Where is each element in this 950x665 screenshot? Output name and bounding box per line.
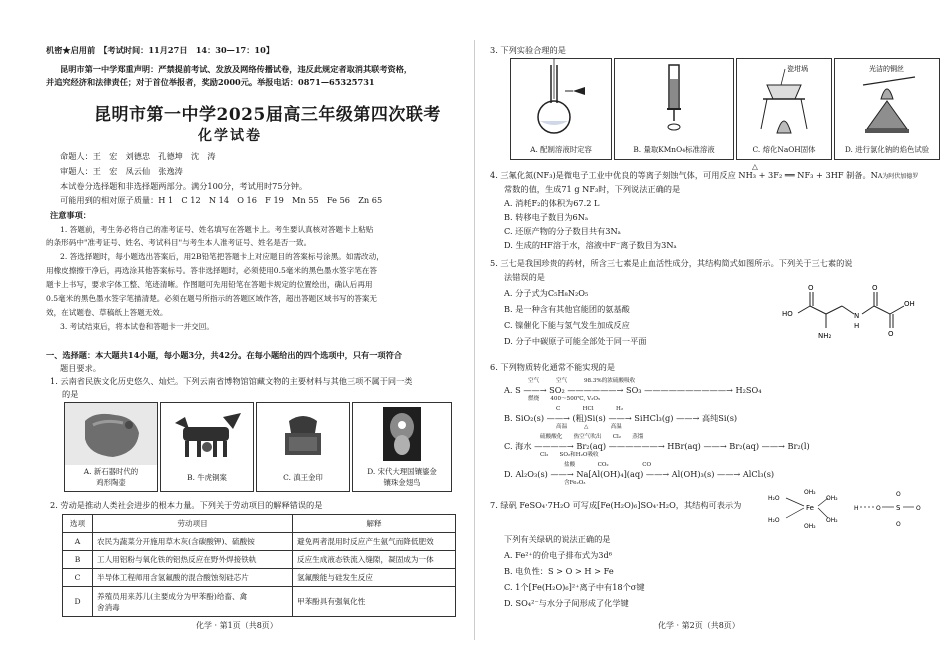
q7-structure-diagram [766,486,936,530]
table-cell-text: 养殖员用来苏儿(主要成分为甲苯酚)给畜、禽 [97,591,248,601]
q6-option-a-top: 空气 空气 98.3%的浓硫酸吸收 [528,378,636,384]
q6-option-b-text: B. SiO₂(s) ——→ (粗)Si(s) ——→ SiHCl₃(g) ——→ 高纯Si(s) [504,413,738,423]
q3-option-d-box [834,58,940,160]
q6-option-c-top: 硫酸酸化 热空气吹出 Cl₂ 蒸馏 [540,434,644,440]
page-1 [0,0,472,665]
struct-nh2: NH₂ [818,332,832,340]
question-4-subscript: A为阿伏加德罗 [877,173,919,180]
table-header-row [63,515,456,533]
table-header-cell: 选项 [63,515,93,533]
struct-o1: O [808,284,814,292]
section-1-title-cont: 题目要求。 [60,363,101,373]
copper-wire-label: 光洁的铜丝 [869,65,904,73]
q5-option-c: C. 镍催化下能与氢气发生加成反应 [504,320,630,330]
q6-option-b-bottom: 高温 △ 高温 [556,424,622,430]
q1-option-a-line1: A. 新石器时代的 [83,467,139,476]
question-7-cont: 下列有关绿矾的说法正确的是 [504,534,611,544]
q6-option-a-bottom: 燃烧 400～500℃, V₂O₅ [528,396,601,402]
table-cell: D [63,587,93,617]
question-6: 6. 下列物质转化通常不能实现的是 [490,362,616,372]
section-1-title: 一、选择题：本大题共14小题，每小题3分，共42分。在每小题给出的四个选项中，只有一项符合 [46,350,402,360]
q5-option-d: D. 分子中碳原子可能全部处于同一平面 [504,336,647,346]
page-1-footer: 化学 · 第1页（共8页） [196,621,278,630]
q4-reaction-condition: △ [752,162,758,171]
q1-option-c-box [256,402,350,492]
q1-option-c-line1: C. 滇王金印 [283,473,323,482]
confidential-header: 机密★启用前 【考试时间：11月27日 14：30—17：10】 [46,45,275,55]
struct-h2o-2: H₂O [768,517,780,524]
question-7: 7. 绿矾 FeSO₄·7H₂O 可写成[Fe(H₂O)₆]SO₄·H₂O，其结构可表示为 [490,500,742,510]
q4-option-b: B. 转移电子数目为6Nₐ [504,212,589,222]
struct-o3: O [888,330,894,338]
question-4-cont: 常数的值，生成71 g NF₃时，下列说法正确的是 [504,184,681,194]
question-4-text: 4. 三氟化氮(NF₃)是微电子工业中优良的等离子刻蚀气体，可用反应 NH₃ + 3F₂ ══ NF₃ + 3HF 制备。N [490,170,878,180]
struct-o2: O [872,284,878,292]
struct-oh2-2: OH₂ [804,523,816,530]
table-header-cell: 劳动项目 [93,515,293,533]
q7-option-b: B. 电负性：S > O > H > Fe [504,566,614,576]
page-2 [478,0,950,665]
q6-option-d-text: D. Al₂O₃(s) ——→ Na[Al(OH)₄](aq) ——→ Al(OH)₃(s) ——→ AlCl₃(s) [504,469,775,479]
q6-option-d-bottom: 含Fe₂O₃ [564,480,586,486]
table-cell: 反应生成液态铁流入缝隙，凝固成为一体 [293,551,456,569]
q4-option-d: D. 生成的HF溶于水，溶液中F⁻离子数目为3Nₐ [504,240,677,250]
q3-option-a-caption: A. 配制溶液时定容 [530,145,592,154]
table-cell [93,587,293,617]
q6-option-d [504,462,774,487]
q3-option-c-caption: C. 熔化NaOH固体 [752,145,816,154]
q1-option-d-line1: D. 宋代大理国镶鎏金 [367,467,437,476]
table-cell-text-cont: 舍消毒 [97,602,120,612]
struct-oh2-3: OH₂ [826,495,838,502]
q1-option-a-box [64,402,158,492]
struct-oh: OH [904,300,915,308]
clay-pot-image [65,403,157,465]
table-cell: B [63,551,93,569]
note-2a: 2. 答选择题时，每小题选出答案后，用2B铅笔把答题卡上对应题目的答案标号涂黑。如需改动， [60,252,384,261]
table-cell: C [63,569,93,587]
struct-ho: HO [782,310,793,318]
table-row [63,569,456,587]
notes-title: 注意事项： [50,210,91,220]
struct-o-4: O [916,505,921,512]
note-3: 3. 考试结束后，将本试卷和答题卡一并交回。 [60,322,214,331]
note-1a: 1. 答题前，考生务必将自己的准考证号、姓名填写在答题卡上。考生要认真核对答题卡上粘贴 [60,225,374,234]
burette-drawing [615,59,733,139]
q3-option-a-box [510,58,612,160]
question-1: 1. 云南省民族文化历史悠久、灿烂。下列云南省博物馆馆藏文物的主要材料与其他三项不属于同一类 [50,376,413,386]
table-cell: 农民为蔬菜分开施用草木灰(含碳酸钾)、硫酸铵 [93,533,293,551]
exam-title: 昆明市第一中学2025届高三年级第四次联考 [94,105,441,125]
question-1-cont: 的是 [62,389,79,399]
table-cell: 半导体工程师用含氢氟酸的混合酸蚀刻硅芯片 [93,569,293,587]
q6-option-c [504,434,810,459]
q7-option-a: A. Fe²⁺的价电子排布式为3d⁶ [504,550,613,560]
question-5: 5. 三七是我国珍贵的药材，所含三七素是止血活性成分，其结构简式如图所示。下列关于三七素的说 [490,258,853,268]
table-row [63,551,456,569]
struct-h: H [854,322,860,330]
note-2e: 效，在试题卷、草稿纸上答题无效。 [46,308,168,317]
table-row [63,587,456,617]
q1-option-d-box [352,402,452,492]
q6-option-b-top: C HCl H₂ [556,406,624,412]
q4-option-a: A. 消耗F₂的体积为67.2 L [504,198,600,208]
atomic-mass-info: 可能用到的相对原子质量：H 1 C 12 N 14 O 16 F 19 Mn 55 Fe 56 Zn 65 [60,195,383,205]
notice-line-2: 并追究经济和法律责任；对于首位举报者，奖励2000元。举报电话：0871—65325731 [46,77,375,87]
struct-fe: Fe [806,504,814,512]
authors-line: 命题人：王 宏 刘德忠 孔德坤 沈 涛 [60,151,216,161]
q3-option-b-caption: B. 量取KMnO₄标准溶液 [633,145,715,154]
notice-line-1: 昆明市第一中学郑重声明：严禁提前考试、发放及网络传播试卷，违反此规定者取消其联考资格， [60,64,413,74]
struct-o-2: O [896,491,901,498]
table-cell: 避免两者混用时反应产生氨气而降低肥效 [293,533,456,551]
struct-n: N [854,312,860,320]
struct-o-1: O [876,505,881,512]
q1-option-a-line2: 鸡形陶壶 [96,478,126,487]
q6-option-a [504,378,762,403]
page-divider [474,40,475,640]
q7-option-d: D. SO₄²⁻与水分子间形成了化学键 [504,598,629,608]
q3-option-d-caption: D. 进行氯化钠的焰色试验 [844,145,930,154]
q1-option-b-box [160,402,254,492]
bronze-cattle-image [161,403,253,465]
volumetric-flask-drawing [511,59,611,139]
table-cell: 工人用铝粉与氧化铁的铝热反应在野外焊接铁轨 [93,551,293,569]
q6-option-d-top: 盐酸 CO₂ CO [564,462,652,468]
q1-option-d-line2: 镶珠金翅鸟 [383,478,421,487]
q5-option-a: A. 分子式为C₅H₈N₂O₅ [504,288,589,298]
q5-option-b: B. 是一种含有其他官能团的氨基酸 [504,304,630,314]
note-2b: 用橡皮擦擦干净后，再选涂其他答案标号。答非选择题时，必须使用0.5毫米的黑色墨水签字笔在答 [46,266,378,275]
q6-option-c-text: C. 海水 ————→ Br₂(aq) ——————→ HBr(aq) ——→ Br₂(aq) ——→ Br₂(l) [504,441,810,451]
table-row [63,533,456,551]
q1-option-b-line1: B. 牛虎铜案 [187,473,227,482]
table-cell: 氢氟酸能与硅发生反应 [293,569,456,587]
question-5-cont: 法错误的是 [504,272,545,282]
struct-o-3: O [896,521,901,528]
struct-oh2-4: OH₂ [826,517,838,524]
note-2d: 0.5毫米的黑色墨水签字笔描清楚。必须在题号所指示的答题区域作答，超出答题区域书写的答案无 [46,294,378,303]
table-cell: A [63,533,93,551]
crucible-label: 瓷坩埚 [787,65,808,73]
page-2-footer: 化学 · 第2页（共8页） [658,621,740,630]
q6-option-b [504,406,737,431]
q7-option-c: C. 1个[Fe(H₂O)₆]²⁺离子中有18个σ键 [504,582,645,592]
question-2: 2. 劳动是推动人类社会进步的根本力量。下列关于劳动项目的解释错误的是 [50,500,323,510]
struct-h-1: H [854,505,859,512]
note-2c: 题卡上书写，要求字体工整、笔迹清晰。作图题可先用铅笔在答题卡规定的位置绘出，确认后再用 [46,280,373,289]
reviewers-line: 审题人：王 宏 凤云仙 张逸涛 [60,166,183,176]
q6-option-c-bottom: Cl₂ SO₂和H₂O吸收 [540,452,599,458]
q3-option-b-box [614,58,734,160]
note-1b: 的条形码中"准考证号、姓名、考试科目"与考生本人准考证号、姓名是否一致。 [46,238,312,247]
q6-option-a-text: A. S ——→ SO₂ ——————→ SO₃ ——————————→ H₂SO₄ [504,385,762,395]
question-3: 3. 下列实验合理的是 [490,45,566,55]
crucible-drawing [737,59,831,139]
gold-seal-image [257,403,349,465]
exam-info: 本试卷分选择题和非选择题两部分。满分100分，考试用时75分钟。 [60,181,308,191]
q3-option-c-box [736,58,832,160]
flame-test-drawing [835,59,939,139]
table-cell: 甲苯酚具有强氧化性 [293,587,456,617]
question-4 [490,170,918,182]
struct-oh2-1: OH₂ [804,489,816,496]
q4-option-c: C. 还原产物的分子数目共有3Nₐ [504,226,621,236]
exam-subtitle: 化学试卷 [198,128,262,144]
golden-bird-image [353,403,451,465]
q5-structure-diagram [778,282,928,352]
table-header-cell: 解释 [293,515,456,533]
q2-table [62,514,456,617]
struct-h2o-1: H₂O [768,495,780,502]
struct-s: S [896,504,901,512]
